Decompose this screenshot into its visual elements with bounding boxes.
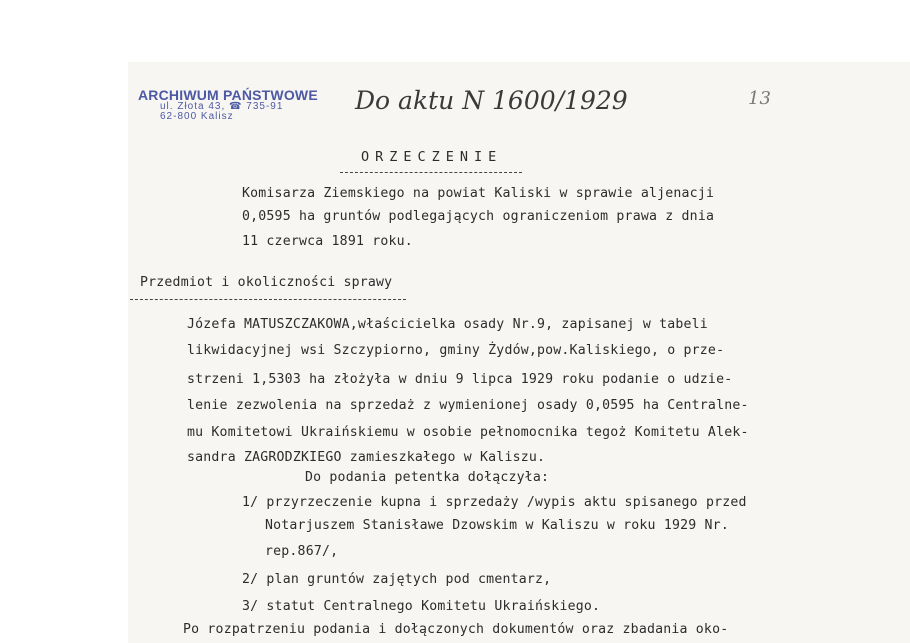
attachment-item: 3/ statut Centralnego Komitetu Ukraińskiego.	[242, 599, 601, 614]
handwritten-page-number: 13	[748, 88, 771, 109]
document-title: ORZECZENIE	[361, 149, 503, 165]
body-line: sandra ZAGRODZKIEGO zamieszkałego w Kaliszu.	[187, 450, 546, 465]
stamp-title: ARCHIWUM PAŃSTWOWE	[138, 87, 318, 103]
stamp-city: 62-800 Kalisz	[160, 111, 234, 122]
subtitle-line: 0,0595 ha gruntów podlegających ograniczeniom prawa z dnia	[242, 209, 715, 224]
body-line: lenie zezwolenia na sprzedaż z wymienionej osady 0,0595 ha Centralne-	[187, 398, 749, 413]
attachment-item: Notarjuszem Stanisławe Dzowskim w Kaliszu w roku 1929 Nr.	[265, 518, 729, 533]
attachment-item: 1/ przyrzeczenie kupna i sprzedaży /wypis aktu spisanego przed	[242, 495, 747, 510]
attachment-item: 2/ plan gruntów zajętych pod cmentarz,	[242, 572, 552, 587]
handwritten-file-reference: Do aktu N 1600/1929	[355, 86, 628, 115]
body-line: mu Komitetowi Ukraińskiemu w osobie pełnomocnika tegoż Komitetu Alek-	[187, 425, 749, 440]
attachment-item: rep.867/,	[265, 544, 339, 559]
subtitle-line: Komisarza Ziemskiego na powiat Kaliski w sprawie aljenacji	[242, 186, 715, 201]
archive-stamp	[138, 88, 318, 122]
section-heading-underline	[130, 299, 406, 300]
attachments-intro: Do podania petentka dołączyła:	[305, 470, 550, 485]
closing-line: Po rozpatrzeniu podania i dołączonych dokumentów oraz zbadania oko-	[183, 622, 729, 637]
section-heading: Przedmiot i okoliczności sprawy	[140, 275, 393, 290]
body-line: Józefa MATUSZCZAKOWA,właścicielka osady Nr.9, zapisanej w tabeli	[187, 317, 708, 332]
body-line: likwidacyjnej wsi Szczypiorno, gminy Żydów,pow.Kaliskiego, o prze-	[187, 343, 725, 358]
title-underline	[340, 172, 522, 173]
stamp-address: ul. Złota 43, ☎ 735-91	[160, 101, 284, 112]
subtitle-line: 11 czerwca 1891 roku.	[242, 234, 413, 249]
body-line: strzeni 1,5303 ha złożyła w dniu 9 lipca 1929 roku podanie o udzie-	[187, 372, 733, 387]
